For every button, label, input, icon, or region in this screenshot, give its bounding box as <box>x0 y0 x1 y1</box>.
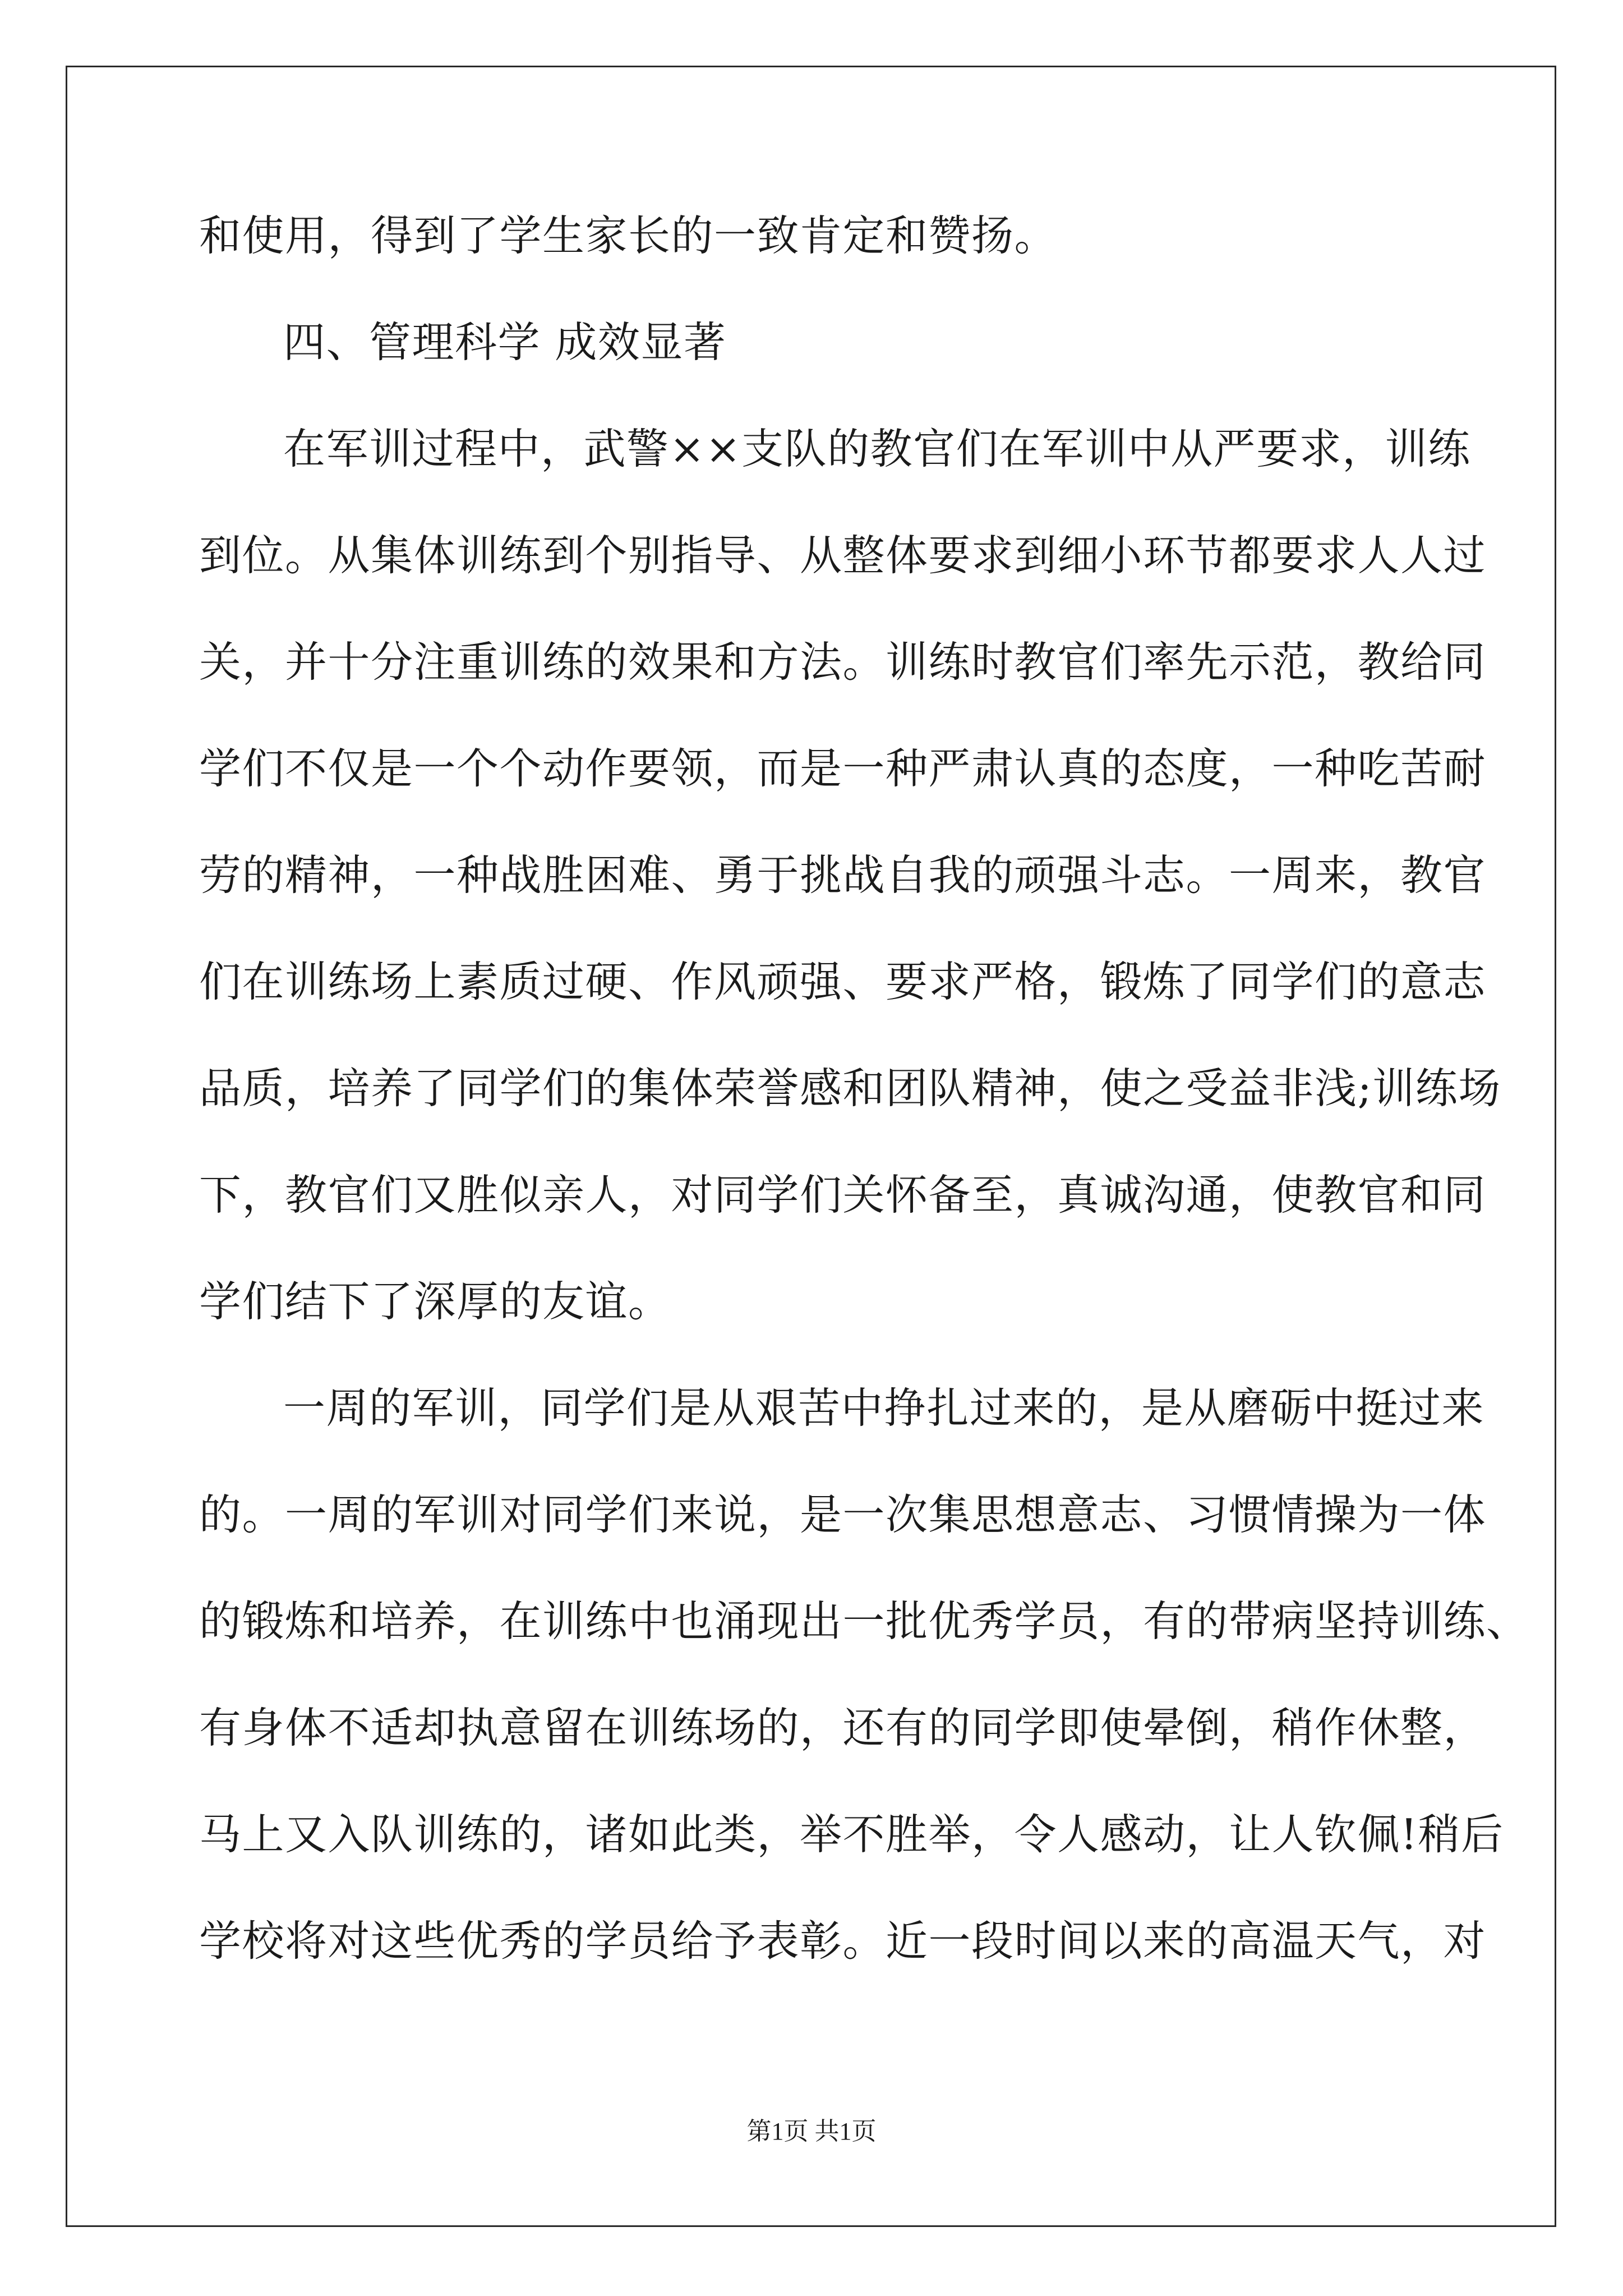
text-line-16: 马上又入队训练的，诸如此类，举不胜举，令人感动，让人钦佩!稍后 <box>199 1810 1504 1859</box>
text-line-9: 品质，培养了同学们的集体荣誉感和团队精神，使之受益非浅;训练场 <box>199 1064 1501 1113</box>
text-line-11: 学们结下了深厚的友谊。 <box>199 1277 671 1326</box>
text-line-4: 到位。从集体训练到个别指导、从整体要求到细小环节都要求人人过 <box>199 531 1487 580</box>
text-line-12: 一周的军训，同学们是从艰苦中挣扎过来的，是从磨砺中挺过来 <box>283 1383 1485 1433</box>
text-line-5: 关，并十分注重训练的效果和方法。训练时教官们率先示范，教给同 <box>199 637 1487 687</box>
text-line-7: 劳的精神，一种战胜困难、勇于挑战自我的顽强斗志。一周来，教官 <box>199 850 1487 900</box>
text-line-8: 们在训练场上素质过硬、作风顽强、要求严格，锻炼了同学们的意志 <box>199 957 1487 1006</box>
text-line-3: 在军训过程中，武警××支队的教官们在军训中从严要求，训练 <box>283 424 1471 473</box>
text-line-14: 的锻炼和培养，在训练中也涌现出一批优秀学员，有的带病坚持训练、 <box>199 1596 1529 1646</box>
text-line-1: 和使用，得到了学生家长的一致肯定和赞扬。 <box>199 211 1058 260</box>
text-line-17: 学校将对这些优秀的学员给予表彰。近一段时间以来的高温天气，对 <box>199 1916 1487 1966</box>
text-line-6: 学们不仅是一个个动作要领，而是一种严肃认真的态度，一种吃苦耐 <box>199 744 1487 793</box>
text-line-13: 的。一周的军训对同学们来说，是一次集思想意志、习惯情操为一体 <box>199 1490 1487 1539</box>
page-number-footer: 第1页 共1页 <box>746 2118 877 2145</box>
section-heading: 四、管理科学 成效显著 <box>283 318 727 367</box>
page-border <box>66 66 1556 2227</box>
text-line-10: 下，教官们又胜似亲人，对同学们关怀备至，真诚沟通，使教官和同 <box>199 1170 1487 1220</box>
text-line-15: 有身体不适却执意留在训练场的，还有的同学即使晕倒，稍作休整， <box>199 1703 1487 1752</box>
